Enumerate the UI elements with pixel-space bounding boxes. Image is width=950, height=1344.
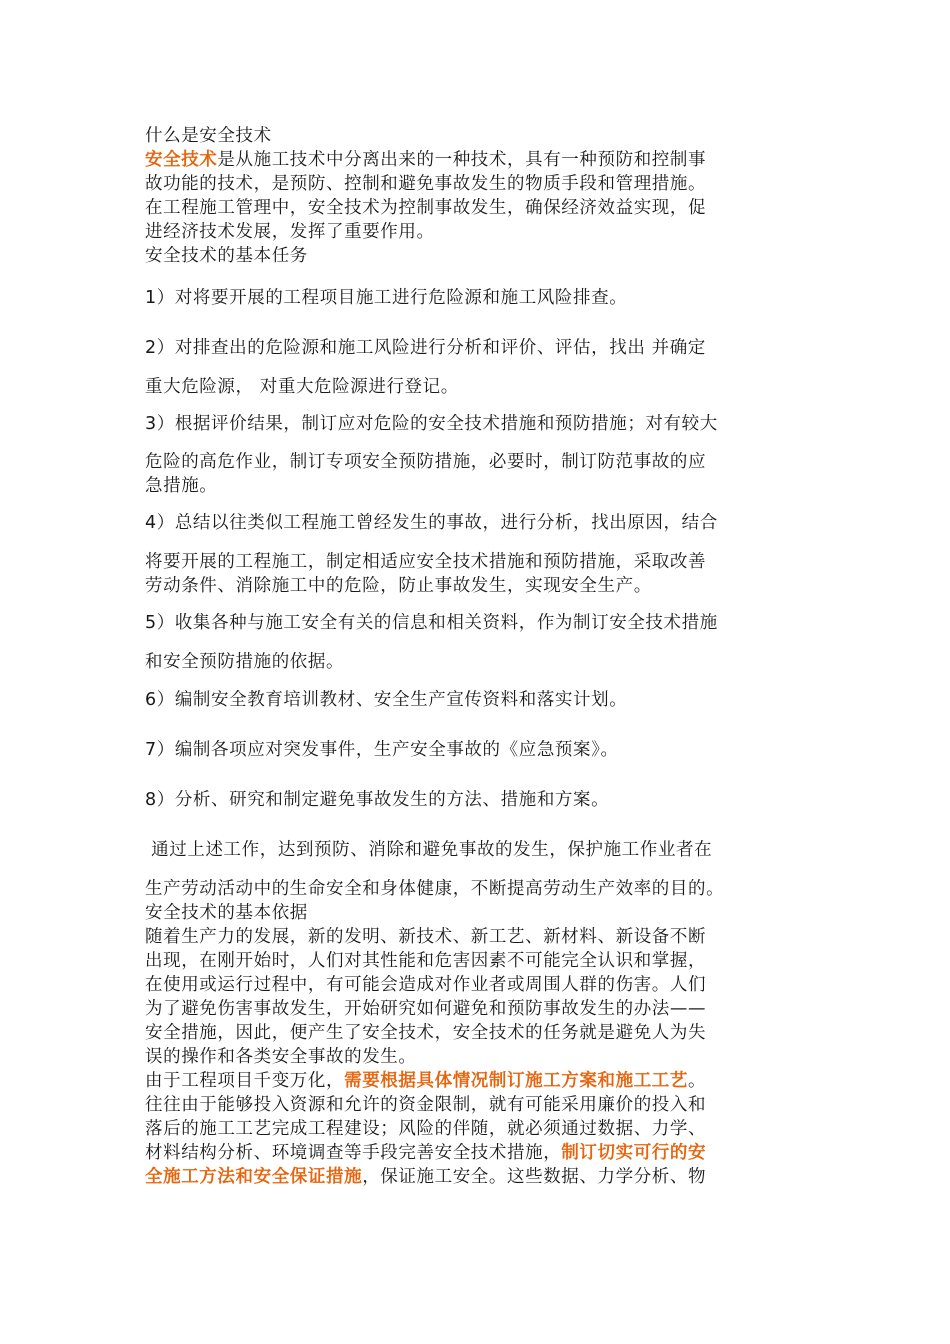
highlight-plan-craft: 需要根据具体情况制订施工方案和施工工艺 <box>344 1071 689 1091</box>
task-item-8: 8）分析、研究和制定避免事故发生的方法、措施和方案。 <box>145 790 610 810</box>
p2-line-5: 安全措施，因此，便产生了安全技术，安全技术的任务就是避免人为失 <box>145 1023 707 1043</box>
task-item-2-cont: 重大危险源， 对重大危险源进行登记。 <box>145 377 459 397</box>
p2-line-3: 在使用或运行过程中，有可能会造成对作业者或周围人群的伤害。人们 <box>145 975 707 995</box>
task-item-3: 3）根据评价结果，制订应对危险的安全技术措施和预防措施；对有较大 <box>145 414 718 434</box>
highlight-feasible-safety-2: 全施工方法和安全保证措施 <box>145 1167 363 1187</box>
document-body <box>145 124 810 1189</box>
task-item-4-cont-2: 劳动条件、消除施工中的危险，防止事故发生，实现安全生产。 <box>145 576 652 596</box>
task-item-3-cont-1: 危险的高危作业，制订专项安全预防措施，必要时，制订防范事故的应 <box>145 452 707 472</box>
summary-line-2: 生产劳动活动中的生命安全和身体健康，不断提高劳动生产效率的目的。 <box>145 879 725 899</box>
heading-basic-tasks: 安全技术的基本任务 <box>145 246 308 266</box>
task-item-7: 7）编制各项应对突发事件，生产安全事故的《应急预案》。 <box>145 740 619 760</box>
task-item-5: 5）收集各种与施工安全有关的信息和相关资料，作为制订安全技术措施 <box>145 613 718 633</box>
p3-line-5: 全施工方法和安全保证措施，保证施工安全。这些数据、力学分析、物 <box>145 1167 707 1187</box>
task-item-1: 1）对将要开展的工程项目施工进行危险源和施工风险排查。 <box>145 288 628 308</box>
p2-line-2: 出现，在刚开始时，人们对其性能和危害因素不可能完全认识和掌握， <box>145 951 707 971</box>
p1-line-4: 进经济技术发展，发挥了重要作用。 <box>145 222 435 242</box>
highlight-safety-tech: 安全技术 <box>145 150 218 170</box>
p3-line-1: 由于工程项目千变万化，需要根据具体情况制订施工方案和施工工艺。 <box>145 1071 707 1091</box>
task-item-2: 2）对排查出的危险源和施工风险进行分析和评价、评估，找出 并确定 <box>145 338 706 358</box>
p3-line-2: 往往由于能够投入资源和允许的资金限制，就有可能采用廉价的投入和 <box>145 1095 707 1115</box>
task-item-3-cont-2: 急措施。 <box>145 476 218 496</box>
task-item-6: 6）编制安全教育培训教材、安全生产宣传资料和落实计划。 <box>145 690 628 710</box>
p1-line-2: 故功能的技术，是预防、控制和避免事故发生的物质手段和管理措施。 <box>145 174 707 194</box>
p1-line-3: 在工程施工管理中，安全技术为控制事故发生，确保经济效益实现，促 <box>145 198 707 218</box>
task-item-4-cont-1: 将要开展的工程施工，制定相适应安全技术措施和预防措施，采取改善 <box>145 552 707 572</box>
summary-line-1: 通过上述工作，达到预防、消除和避免事故的发生，保护施工作业者在 <box>145 840 713 860</box>
task-item-5-cont: 和安全预防措施的依据。 <box>145 652 345 672</box>
highlight-feasible-safety-1: 制订切实可行的安 <box>561 1143 707 1163</box>
p2-line-6: 误的操作和各类安全事故的发生。 <box>145 1047 417 1067</box>
p3-line-4: 材料结构分析、环境调查等手段完善安全技术措施，制订切实可行的安 <box>145 1143 707 1163</box>
heading-what-is-safety-tech: 什么是安全技术 <box>145 126 272 146</box>
heading-basic-basis: 安全技术的基本依据 <box>145 903 308 923</box>
task-item-4: 4）总结以往类似工程施工曾经发生的事故，进行分析，找出原因，结合 <box>145 513 718 533</box>
p2-line-4: 为了避免伤害事故发生，开始研究如何避免和预防事故发生的办法—— <box>145 999 707 1019</box>
p1-line-1: 安全技术是从施工技术中分离出来的一种技术，具有一种预防和控制事 <box>145 150 707 170</box>
p2-line-1: 随着生产力的发展，新的发明、新技术、新工艺、新材料、新设备不断 <box>145 927 707 947</box>
p3-line-3: 落后的施工工艺完成工程建设；风险的伴随，就必须通过数据、力学、 <box>145 1119 707 1139</box>
